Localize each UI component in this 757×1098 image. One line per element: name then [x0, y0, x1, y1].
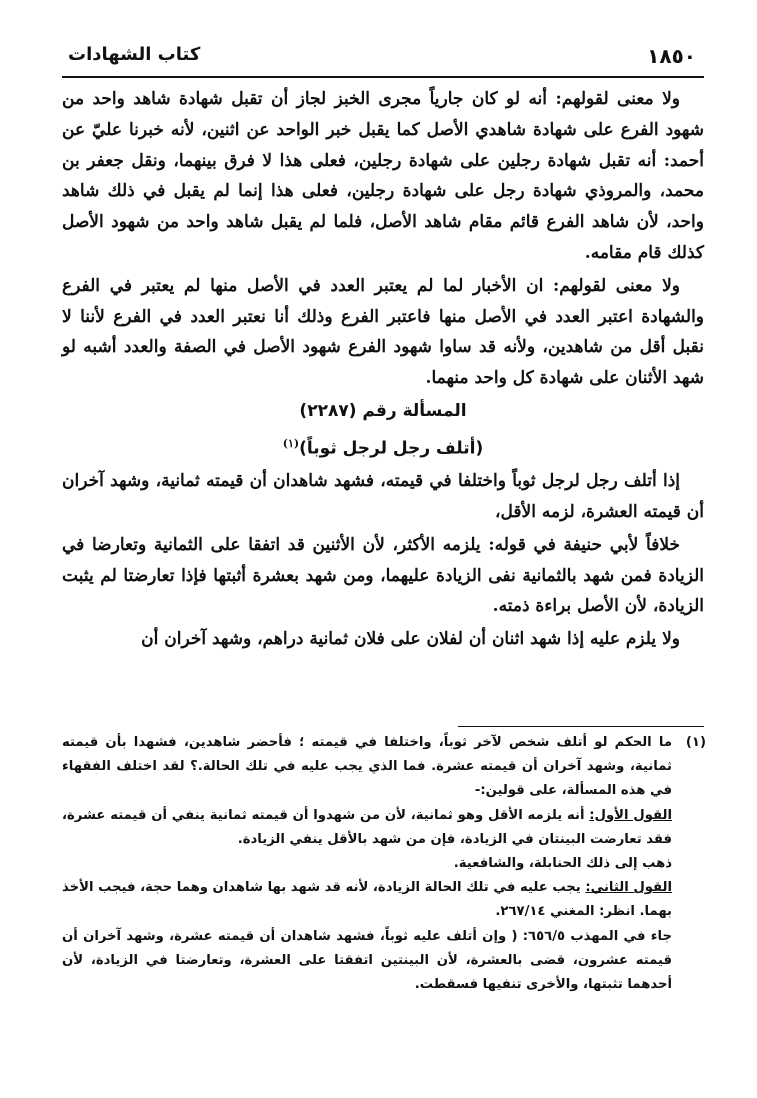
- footnote-reference: (١): [282, 436, 300, 450]
- footnote-1: [62, 731, 706, 997]
- issue-heading: [62, 396, 704, 427]
- paragraph-5: ولا يلزم عليه إذا شهد اثنان أن لفلان على فلان ثمانية دراهم، وشهد آخران أن: [141, 629, 680, 650]
- footnote-second-opinion: [62, 876, 672, 924]
- issue-subheading: [62, 429, 704, 464]
- main-text: [62, 84, 704, 655]
- footnote-first-adherents: ذهب إلى ذلك الحنابلة، والشافعية.: [453, 856, 672, 872]
- footnote-first-opinion: [62, 804, 672, 852]
- footnote-intro: ما الحكم لو أتلف شخص لآخر ثوباً، واختلفا في قيمته ؛ فأحضر شاهدين، فشهدا بأن قيمته ثمانية، وشهد آخران أن قيمته عشرة. فما الذي يجب عليه في تلك الحالة.؟ لقد اختلف الفقهاء في هذه المسألة، على قولين:-: [62, 735, 672, 799]
- first-opinion-text: أنه يلزمه الأقل وهو ثمانية، لأن من شهدوا أن قيمته ثمانية ينفي أن قيمته عشرة، فقد تعارضت البينتان في الزيادة، فإن من شهد بالأقل ينفي الزيادة.: [62, 807, 672, 847]
- book-title: كتاب الشهادات: [68, 44, 201, 65]
- paragraph-4: خلافاً لأبي حنيفة في قوله: يلزمه الأكثر، لأن الأثنين قد اتفقا على الثمانية وتعارضا في الزيادة فمن شهد بالثمانية نفى الزيادة عليهما، ومن شهد بعشرة أثبتها فإذا تعارضتا لم يثبت الزيادة، لأن الأصل براءة ذمته.: [62, 534, 704, 617]
- footnotes: [62, 731, 706, 997]
- footnote-muhadhab-quote: جاء في المهذب ٦٥٦/٥: ( وإن أتلف عليه ثوباً، فشهد شاهدان أن قيمته عشرة، وشهد آخران أن قيمته عشرون، قضى بالعشرة، لأن البينتين اتفقتا على العشرة، وتعارضتا في الزيادة، لأن أحدهما تثبتها، والأخرى تنفيها فسقطت.: [62, 928, 672, 993]
- paragraph-1: ولا معنى لقولهم: أنه لو كان جارياً مجرى الخبز لجاز أن تقبل شهادة شاهد واحد من شهود الفرع على شهادة شاهدي الأصل كما يقبل خبر الواحد عن اثنين، لأنه خبرنا عليّ عن أحمد: أنه تقبل شهادة رجلين على شهادة رجلين، فعلى هذا لا فرق بينهما، ونقل جعفر بن محمد، والمروذي شهادة رجل على شهادة رجلين، فعلى هذا إنما لم يقبل في ذلك شاهد واحد، لأن شاهد الفرع قائم مقام شاهد الأصل، فلما لم يقبل شاهد واحد من شهود الأصل كذلك قام مقامه.: [62, 89, 704, 263]
- second-opinion-text: يجب عليه في تلك الحالة الزيادة، لأنه قد شهد بها شاهدان وهما حجة، فيجب الأخذ بهما. انظر: المغني ٢٦٧/١٤.: [62, 880, 672, 920]
- issue-number-title: المسألة رقم (٢٢٨٧): [299, 400, 467, 421]
- footnote-divider: [458, 726, 704, 727]
- first-opinion-label: القول الأول:: [589, 807, 672, 823]
- issue-subtitle: (أتلف رجل لرجل ثوباً): [299, 438, 484, 459]
- second-opinion-label: القول الثاني:: [585, 880, 673, 896]
- page-header: [62, 44, 702, 70]
- footnote-number: (١): [685, 735, 706, 750]
- paragraph-2: ولا معنى لقولهم: ان الأخبار لما لم يعتبر العدد في الأصل منها لم يعتبر في الفرع والشهادة اعتبر العدد في الأصل منها فاعتبر الفرع وذلك أنا نعتبر العدد في الفرع لأننا لا نقبل أقل من شاهدين، ولأنه قد ساوا شهود الفرع شهود الأصل في الصفة والعدد أشبه لو شهد الأثنان على شهادة كل واحد منهما.: [62, 275, 705, 389]
- paragraph-3: إذا أتلف رجل لرجل ثوباً واختلفا في قيمته، فشهد شاهدان أن قيمته ثمانية، وشهد آخران أن قيمته العشرة، لزمه الأقل،: [62, 471, 704, 523]
- header-divider: [62, 76, 704, 78]
- page-number: ١٨٥٠: [647, 44, 696, 68]
